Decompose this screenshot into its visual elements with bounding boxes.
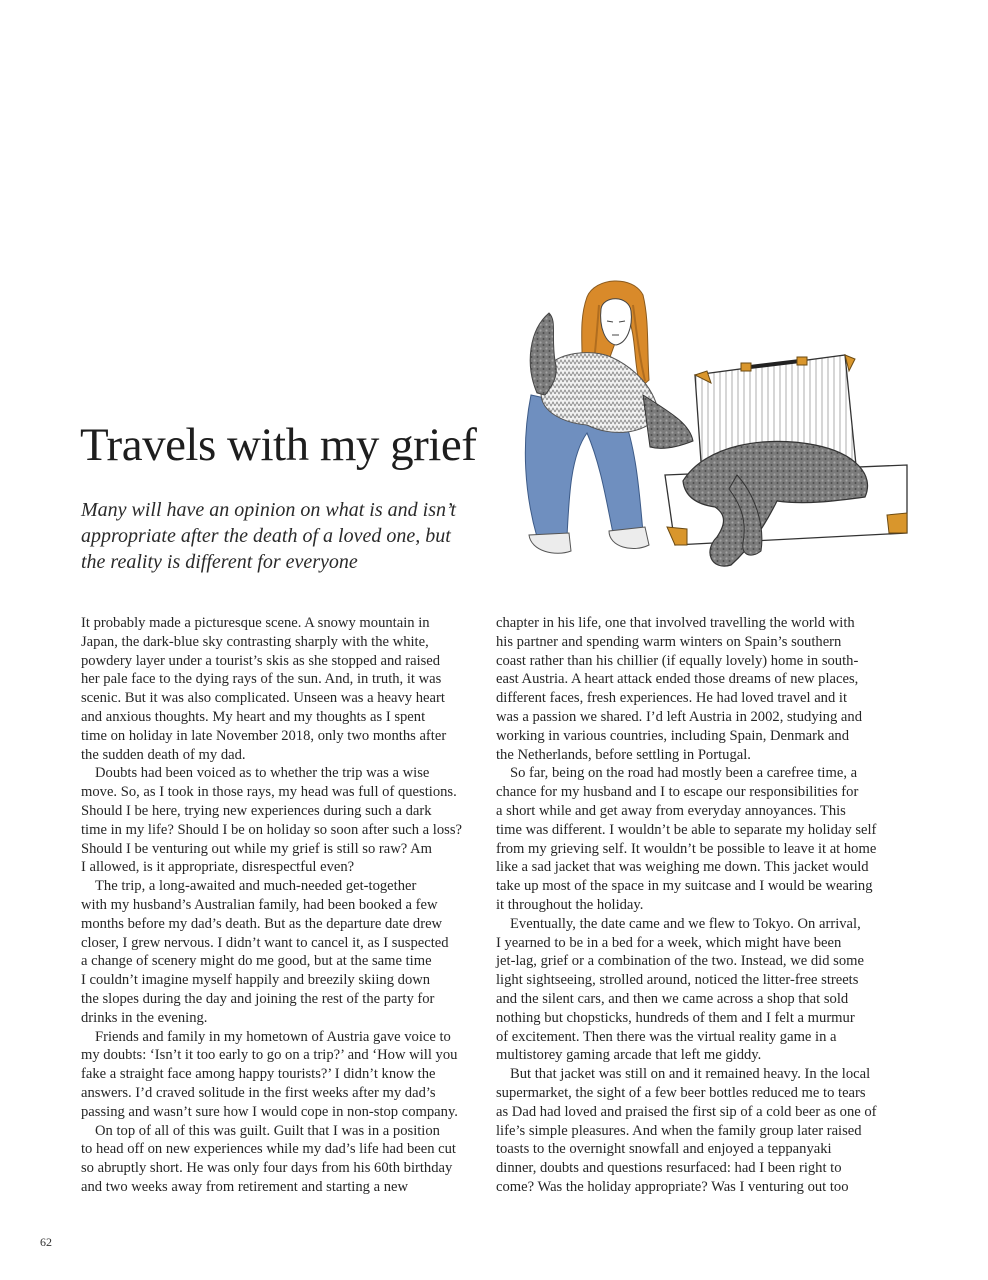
body-text-line: move. So, as I took in those rays, my head was full of questions. [81,784,457,801]
standfirst-line: the reality is different for everyone [81,551,358,573]
woman-figure [525,281,693,553]
body-text-line: different faces, fresh experiences. He had loved travel and it [496,690,848,707]
body-text-line: chapter in his life, one that involved travelling the world with [496,615,855,631]
body-text-line: the sudden death of my dad. [81,746,246,763]
body-text-line: months before my dad’s death. But as the departure date drew [81,915,443,932]
article-standfirst [81,497,501,575]
body-text-line: as Dad had loved and praised the first sip of a cold beer as one of [496,1103,877,1120]
body-text-line: toasts to the overnight snowfall and enjoyed a teppanyaki [496,1141,832,1158]
body-text-line: and two weeks away from retirement and starting a new [81,1178,409,1195]
body-text-line: to head off on new experiences while my dad’s life had been cut [81,1141,456,1158]
body-text-line: Should I be here, trying new experiences during such a dark [81,802,432,819]
body-text-line: was a passion we shared. I’d left Austria in 2002, studying and [496,708,862,725]
body-text-line: Should I be venturing out while my grief is still so raw? Am [81,840,433,857]
body-text-line: with my husband’s Australian family, had been booked a few [81,896,438,913]
body-text-line: time in my life? Should I be on holiday so soon after such a loss? [81,821,462,838]
body-text-line: time was different. I wouldn’t be able to separate my holiday self [496,821,877,838]
body-text-line: multistorey gaming arcade that left me giddy. [496,1047,762,1064]
body-text-line: take up most of the space in my suitcase and I would be wearing [496,878,873,895]
body-text-line: powdery layer under a tourist’s skis as she stopped and raised [81,652,441,669]
body-column-left [81,614,476,1197]
body-text-line: So far, being on the road had mostly been a carefree time, a [510,765,858,782]
body-text-line: time on holiday in late November 2018, only two months after [81,727,447,744]
body-text-line: and the silent cars, and then we came across a shop that sold [496,990,849,1007]
body-text-line: a short while and get away from everyday annoyances. This [496,802,846,819]
article-illustration [515,275,925,585]
body-text-line: Eventually, the date came and we flew to Tokyo. On arrival, [510,915,861,932]
body-text-line: his partner and spending warm winters on Spain’s southern [496,633,842,650]
body-text-line: like a sad jacket that was weighing me down. This jacket would [496,859,869,876]
body-text-line: coast rather than his chillier (if equally lovely) home in south- [496,652,859,669]
body-text-line: the Netherlands, before settling in Portugal. [496,746,751,763]
body-text-line: Japan, the dark-blue sky contrasting sharply with the white, [81,633,429,650]
article-title: Travels with my grief [80,419,477,471]
body-text-line: I couldn’t imagine myself happily and breezily skiing down [81,972,431,989]
body-text-line: scenic. But it was also complicated. Unseen was a heavy heart [81,690,445,707]
body-text-line: Doubts had been voiced as to whether the trip was a wise [95,765,430,782]
body-text-line: Friends and family in my hometown of Austria gave voice to [95,1028,451,1045]
body-column-right [496,614,894,1197]
body-text-line: a change of scenery might do me good, but at the same time [81,953,432,970]
body-text-line: my doubts: ‘Isn’t it too early to go on a trip?’ and ‘How will you [81,1047,458,1064]
body-text-line: jet-lag, grief or a combination of the two. Instead, we did some [496,953,864,970]
page-number: 62 [40,1235,52,1249]
body-text-line: life’s simple pleasures. And when the family group later raised [496,1122,862,1139]
body-text-line: answers. I’d craved solitude in the first weeks after my dad’s [81,1084,436,1101]
body-text-line: passing and wasn’t sure how I would cope in non-stop company. [81,1103,458,1120]
body-text-line: and anxious thoughts. My heart and my thoughts as I spent [81,708,426,725]
body-text-line: of excitement. Then there was the virtual reality game in a [496,1028,837,1045]
body-text-line: The trip, a long-awaited and much-needed get-together [95,878,417,895]
body-text-line: her pale face to the dying rays of the sun. And, in truth, it was [81,671,442,688]
body-text-line: closer, I grew nervous. I didn’t want to cancel it, as I suspected [81,934,449,951]
body-text-line: come? Was the holiday appropriate? Was I venturing out too [496,1178,849,1195]
body-text-line: I yearned to be in a bed for a week, which might have been [496,934,842,951]
body-text-line: On top of all of this was guilt. Guilt that I was in a position [95,1122,440,1139]
body-text-line: chance for my husband and I to escape our responsibilities for [496,784,859,801]
standfirst-line: Many will have an opinion on what is and isn’t [81,499,456,521]
body-text-line: supermarket, the sight of a few beer bottles reduced me to tears [496,1084,866,1101]
body-text-line: it throughout the holiday. [496,896,644,913]
body-text-line: I allowed, is it appropriate, disrespectful even? [81,859,355,876]
body-text-line: nothing but chopsticks, hundreds of them and I felt a murmur [496,1009,855,1026]
body-text-line: the slopes during the day and joining the rest of the party for [81,990,435,1007]
body-text-line: working in various countries, including Spain, Denmark and [496,727,850,744]
suitcase [665,355,907,566]
standfirst-line: appropriate after the death of a loved one, but [81,525,451,547]
body-text-line: light sightseeing, strolled around, noticed the litter-free streets [496,972,859,989]
body-text-line: It probably made a picturesque scene. A snowy mountain in [81,615,430,631]
body-text-line: east Austria. A heart attack ended those dreams of new places, [496,671,859,688]
body-text-line: dinner, doubts and questions resurfaced: had I been right to [496,1160,842,1177]
body-text-line: But that jacket was still on and it remained heavy. In the local [510,1066,871,1083]
body-text-line: from my grieving self. It wouldn’t be possible to leave it at home [496,840,877,857]
body-text-line: drinks in the evening. [81,1009,208,1026]
body-text-line: so abruptly short. He was only four days from his 60th birthday [81,1160,453,1177]
body-text-line: fake a straight face among happy tourists?’ I didn’t know the [81,1066,436,1083]
